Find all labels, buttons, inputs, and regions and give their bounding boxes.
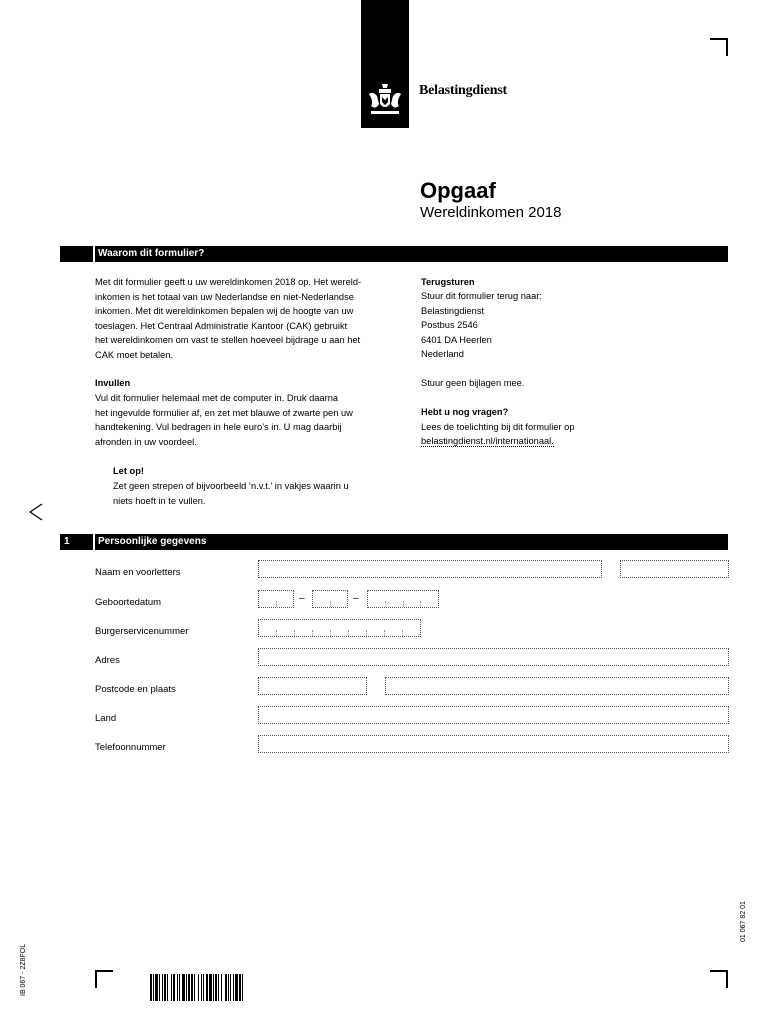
intro-line: Met dit formulier geeft u uw wereldinkomen 2018 op. Het wereld-: [95, 277, 362, 287]
address-line: Nederland: [421, 349, 464, 360]
return-address: [421, 289, 721, 362]
terugsturen-heading: Terugsturen: [421, 277, 475, 287]
postcode-label: Postcode en plaats: [95, 684, 176, 695]
brand-name: Belastingdienst: [419, 83, 508, 98]
intro-section-bar: [60, 246, 728, 262]
address-line: Postbus 2546: [421, 320, 478, 331]
form-subtitle: Wereldinkomen 2018: [420, 204, 562, 221]
questions-text: Lees de toelichting bij dit formulier op: [421, 422, 575, 432]
corner-mark-top-right: [710, 38, 728, 56]
letop-line: Zet geen strepen of bijvoorbeeld ‘n.v.t.’ in vakjes waarin u: [113, 481, 349, 491]
help-link[interactable]: belastingdienst.nl/internationaal.: [421, 436, 554, 446]
phone-label: Telefoonnummer: [95, 742, 166, 753]
address-label: Adres: [95, 655, 120, 666]
bsn-input[interactable]: [258, 619, 421, 637]
name-label: Naam en voorletters: [95, 567, 181, 578]
city-input[interactable]: [385, 677, 729, 695]
birth-day-input[interactable]: [258, 590, 294, 608]
section-number: 1: [64, 536, 70, 547]
barcode: [150, 974, 315, 1001]
letop-heading: Let op!: [113, 466, 144, 476]
date-separator: –: [353, 593, 359, 604]
invullen-line: handtekening. Vul bedragen in hele euro’s in. U mag daarbij: [95, 422, 342, 433]
country-label: Land: [95, 713, 117, 724]
name-input[interactable]: [258, 560, 602, 578]
form-code-left: IB 067 - 2Z8FOL: [20, 943, 27, 996]
invullen-text: [95, 391, 395, 449]
corner-mark-bottom-left: [95, 970, 113, 988]
intro-line: het wereldinkomen om vast te stellen hoeveel bijdrage u aan het: [95, 335, 361, 346]
letop-text: [113, 479, 393, 508]
intro-line: inkomen is het totaal van uw Nederlandse en niet-Nederlandse: [95, 291, 354, 302]
intro-section-title: Waarom dit formulier?: [98, 248, 205, 259]
intro-line: toeslagen. Het Centraal Administratie Kantoor (CAK) gebruikt: [95, 320, 348, 331]
intro-line: inkomen. Met dit wereldinkomen bepalen wij de hoogte van uw: [95, 306, 354, 317]
form-code-right: 01 067 82 01: [740, 901, 747, 942]
bsn-label: Burgerservicenummer: [95, 626, 189, 637]
invullen-line: het ingevulde formulier af, en zet met blauwe of zwarte pen uw: [95, 407, 353, 418]
barcode-bar: [243, 974, 244, 1001]
birth-month-input[interactable]: [312, 590, 348, 608]
invullen-line: afronden in uw voordeel.: [95, 436, 197, 447]
address-input[interactable]: [258, 648, 729, 666]
corner-mark-bottom-right: [710, 970, 728, 988]
address-line: Stuur dit formulier terug naar:: [421, 291, 542, 301]
invullen-heading: Invullen: [95, 378, 131, 388]
phone-input[interactable]: [258, 735, 729, 753]
country-input[interactable]: [258, 706, 729, 724]
invullen-line: Vul dit formulier helemaal met de computer in. Druk daarna: [95, 393, 339, 403]
birthdate-label: Geboortedatum: [95, 597, 162, 608]
no-attachments-text: Stuur geen bijlagen mee.: [421, 378, 525, 388]
section-1-title: Persoonlijke gegevens: [98, 536, 207, 547]
date-separator: –: [299, 593, 305, 604]
coat-of-arms-icon: [365, 80, 405, 120]
letop-line: niets hoeft in te vullen.: [113, 495, 206, 506]
address-line: 6401 DA Heerlen: [421, 334, 492, 345]
postcode-input[interactable]: [258, 677, 367, 695]
form-title: Opgaaf: [420, 178, 496, 203]
initials-input[interactable]: [620, 560, 729, 578]
address-line: Belastingdienst: [421, 305, 485, 316]
section-1-bar: [60, 534, 728, 550]
intro-text: [95, 275, 395, 363]
bar-separator: [93, 534, 95, 550]
bar-separator: [93, 246, 95, 262]
help-link-wrap: [421, 434, 554, 449]
chevron-left-icon: [28, 502, 44, 522]
questions-heading: Hebt u nog vragen?: [421, 407, 509, 417]
intro-line: CAK moet betalen.: [95, 349, 174, 360]
birth-year-input[interactable]: [367, 590, 439, 608]
